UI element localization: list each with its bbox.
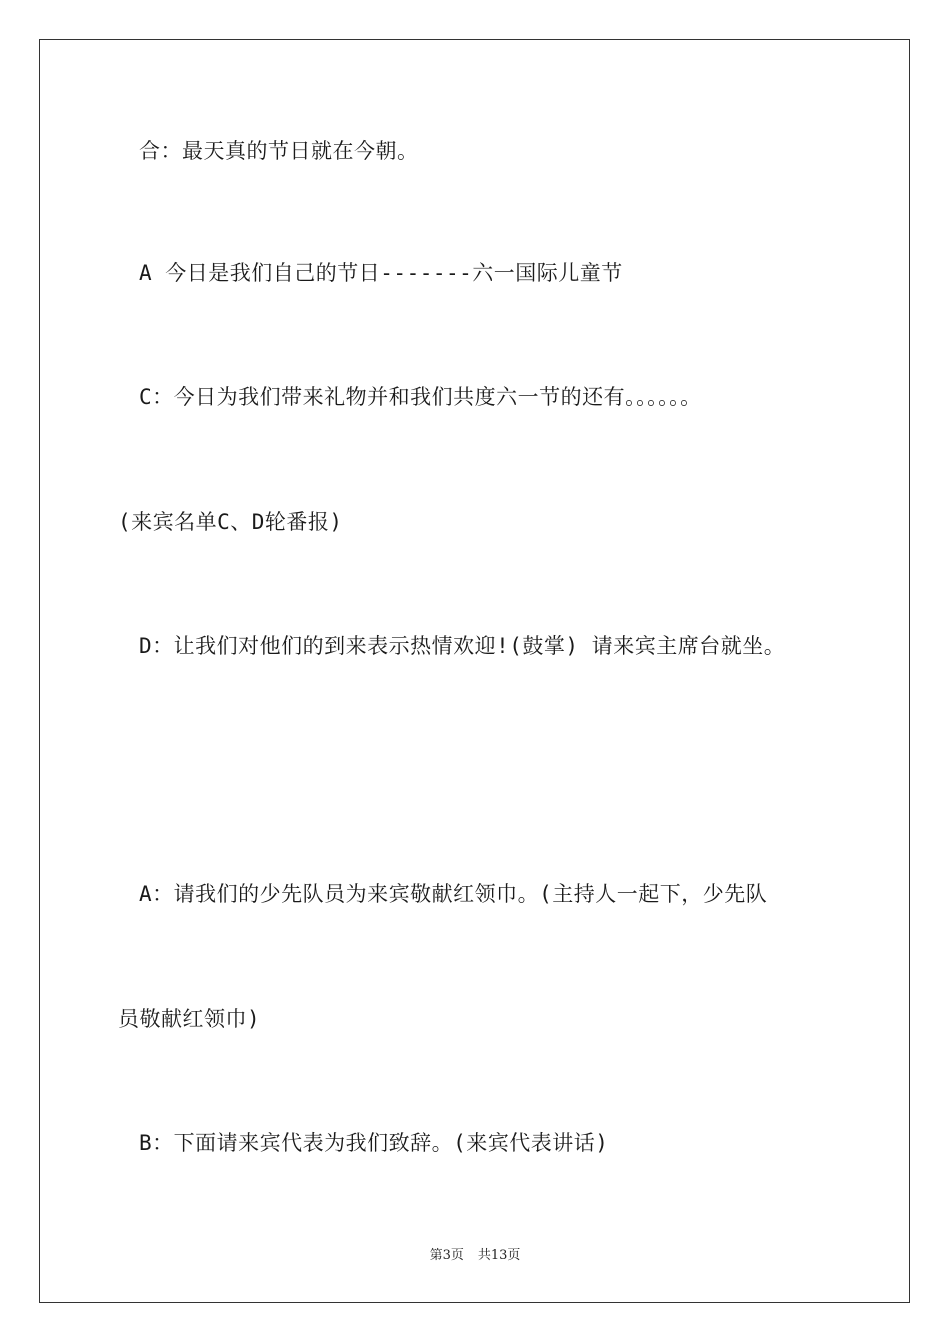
page-number: 第3页 xyxy=(429,1248,464,1263)
text-line: D：让我们对他们的到来表示热情欢迎!(鼓掌) 请来宾主席台就坐。 xyxy=(139,634,786,658)
text-line: A：请我们的少先队员为来宾敬献红领巾。(主持人一起下，少先队 xyxy=(139,882,768,906)
text-line: B：下面请来宾代表为我们致辞。(来宾代表讲话) xyxy=(139,1131,609,1155)
text-line: A 今日是我们自己的节日-------六一国际儿童节 xyxy=(139,261,623,285)
text-line: 员敬献红领巾) xyxy=(118,1007,261,1031)
text-line: (来宾名单C、D轮番报) xyxy=(118,510,343,534)
text-line: 合：最天真的节日就在今朝。 xyxy=(139,139,419,163)
text-line: C：今日为我们带来礼物并和我们共度六一节的还有。。。。。。 xyxy=(139,385,702,409)
page-frame xyxy=(39,39,910,1303)
page-total: 共13页 xyxy=(477,1248,521,1263)
page-footer xyxy=(0,1247,950,1265)
